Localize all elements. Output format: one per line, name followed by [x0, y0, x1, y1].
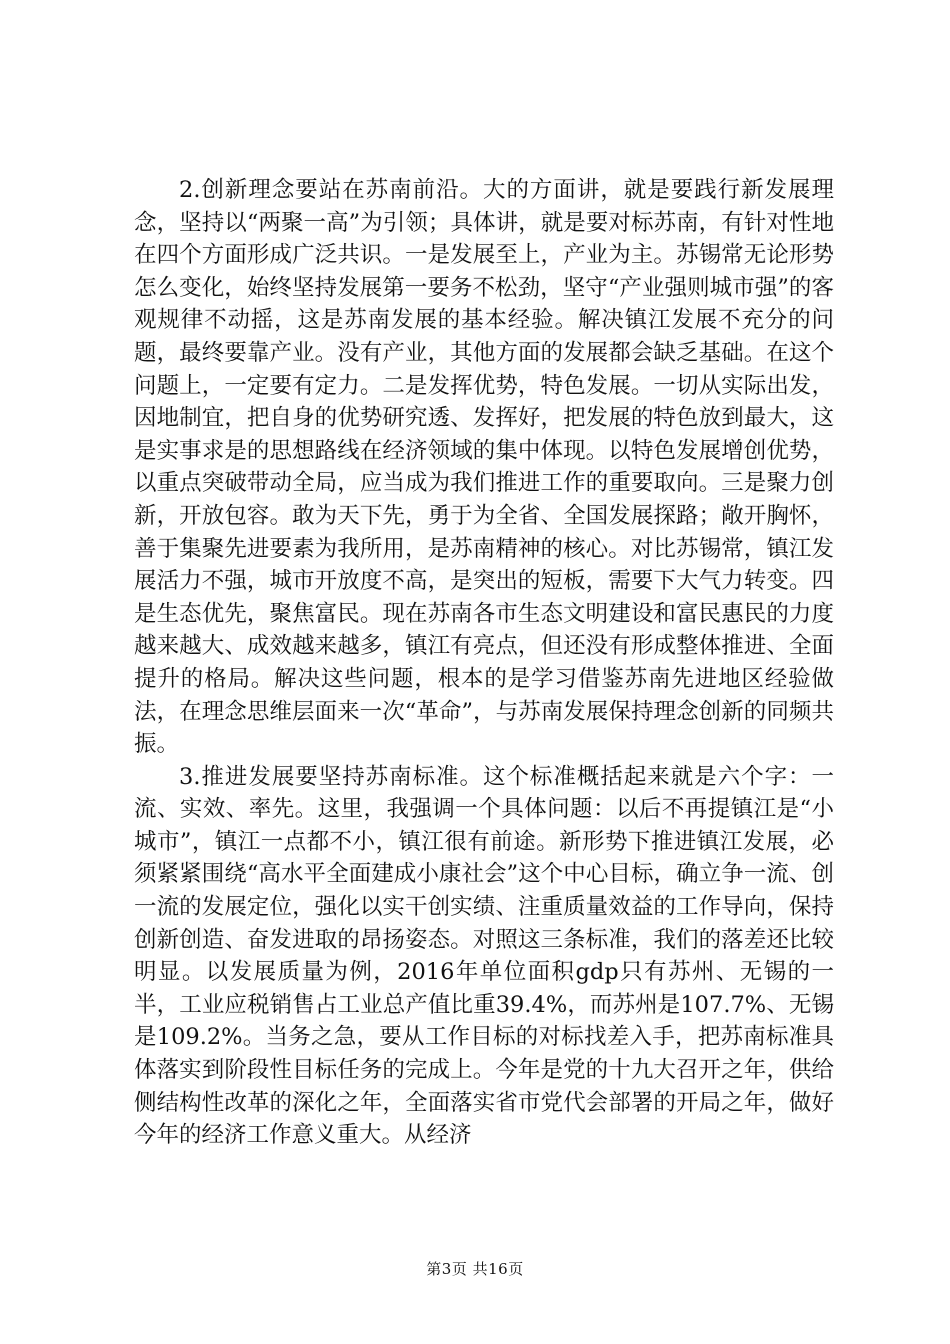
document-body: [134, 174, 834, 1152]
paragraph-2-innovation: 2.创新理念要站在苏南前沿。大的方面讲，就是要践行新发展理念，坚持以“两聚一高”为引领；具体讲，就是要对标苏南，有针对性地在四个方面形成广泛共识。一是发展至上，产业为主。苏锡常无论形势怎么变化，始终坚持发展第一要务不松劲，坚守“产业强则城市强”的客观规律不动摇，这是苏南发展的基本经验。解决镇江发展不充分的问题，最终要靠产业。没有产业，其他方面的发展都会缺乏基础。在这个问题上，一定要有定力。二是发挥优势，特色发展。一切从实际出发，因地制宜，把自身的优势研究透、发挥好，把发展的特色放到最大，这是实事求是的思想路线在经济领域的集中体现。以特色发展增创优势，以重点突破带动全局，应当成为我们推进工作的重要取向。三是聚力创新，开放包容。敢为天下先，勇于为全省、全国发展探路；敞开胸怀，善于集聚先进要素为我所用，是苏南精神的核心。对比苏锡常，镇江发展活力不强，城市开放度不高，是突出的短板，需要下大气力转变。四是生态优先，聚焦富民。现在苏南各市生态文明建设和富民惠民的力度越来越大、成效越来越多，镇江有亮点，但还没有形成整体推进、全面提升的格局。解决这些问题，根本的是学习借鉴苏南先进地区经验做法，在理念思维层面来一次“革命”，与苏南发展保持理念创新的同频共振。: [134, 177, 834, 758]
page-number-footer: 第3页 共16页: [426, 1260, 524, 1278]
paragraph-3-development: 3.推进发展要坚持苏南标准。这个标准概括起来就是六个字：一流、实效、率先。这里，我强调一个具体问题：以后不再提镇江是“小城市”，镇江一点都不小，镇江很有前途。新形势下推进镇江发展，必须紧紧围绕“高水平全面建成小康社会”这个中心目标，确立争一流、创一流的发展定位，强化以实干创实绩、注重质量效益的工作导向，保持创新创造、奋发进取的昂扬姿态。对照这三条标准，我们的落差还比较明显。以发展质量为例，2016年单位面积gdp只有苏州、无锡的一半，工业应税销售占工业总产值比重39.4%，而苏州是107.7%、无锡是109.2%。当务之急，要从工作目标的对标找差入手，把苏南标准具体落实到阶段性目标任务的完成上。今年是党的十九大召开之年，供给侧结构性改革的深化之年，全面落实省市党代会部署的开局之年，做好今年的经济工作意义重大。从经济: [134, 763, 834, 1149]
